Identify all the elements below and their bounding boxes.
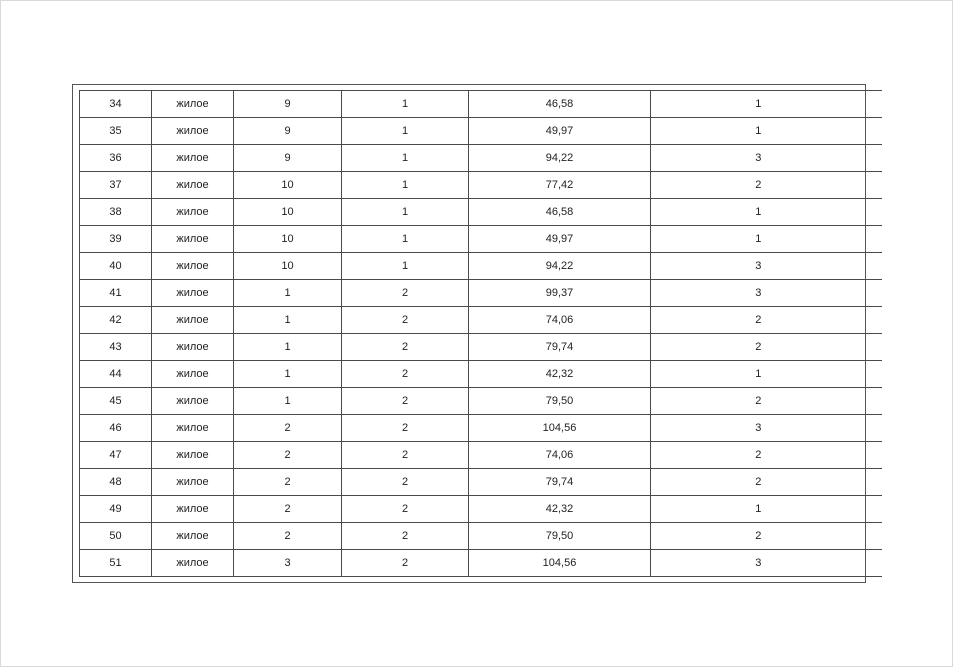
cell-number: 39 xyxy=(80,226,152,253)
cell-type: жилое xyxy=(152,496,234,523)
cell-rooms: 2 xyxy=(651,307,866,334)
cell-section: 1 xyxy=(342,253,469,280)
cell-number: 38 xyxy=(80,199,152,226)
cell-section: 2 xyxy=(342,469,469,496)
cell-type: жилое xyxy=(152,361,234,388)
cell-section: 2 xyxy=(342,415,469,442)
table-row xyxy=(80,91,882,118)
cell-overflow xyxy=(866,145,882,172)
cell-overflow xyxy=(866,388,882,415)
cell-floor: 2 xyxy=(234,442,342,469)
cell-type: жилое xyxy=(152,469,234,496)
table-row xyxy=(80,145,882,172)
cell-number: 35 xyxy=(80,118,152,145)
cell-rooms: 3 xyxy=(651,280,866,307)
table-row xyxy=(80,118,882,145)
cell-floor: 1 xyxy=(234,307,342,334)
table-row xyxy=(80,388,882,415)
cell-rooms: 1 xyxy=(651,496,866,523)
cell-section: 2 xyxy=(342,280,469,307)
cell-floor: 1 xyxy=(234,280,342,307)
cell-type: жилое xyxy=(152,415,234,442)
cell-rooms: 1 xyxy=(651,199,866,226)
cell-floor: 2 xyxy=(234,496,342,523)
cell-section: 2 xyxy=(342,442,469,469)
cell-overflow xyxy=(866,280,882,307)
cell-overflow xyxy=(866,523,882,550)
cell-number: 47 xyxy=(80,442,152,469)
table-row xyxy=(80,172,882,199)
cell-overflow xyxy=(866,361,882,388)
cell-floor: 3 xyxy=(234,550,342,577)
cell-area: 79,50 xyxy=(469,523,651,550)
cell-type: жилое xyxy=(152,388,234,415)
table-row xyxy=(80,280,882,307)
cell-number: 51 xyxy=(80,550,152,577)
cell-section: 1 xyxy=(342,172,469,199)
cell-section: 1 xyxy=(342,199,469,226)
cell-section: 2 xyxy=(342,334,469,361)
cell-number: 44 xyxy=(80,361,152,388)
cell-type: жилое xyxy=(152,226,234,253)
table-row xyxy=(80,361,882,388)
cell-number: 45 xyxy=(80,388,152,415)
cell-overflow xyxy=(866,415,882,442)
cell-floor: 2 xyxy=(234,415,342,442)
cell-floor: 1 xyxy=(234,388,342,415)
cell-rooms: 3 xyxy=(651,145,866,172)
table-row xyxy=(80,442,882,469)
cell-type: жилое xyxy=(152,91,234,118)
table-row xyxy=(80,307,882,334)
cell-area: 49,97 xyxy=(469,226,651,253)
table-row xyxy=(80,226,882,253)
cell-area: 94,22 xyxy=(469,145,651,172)
cell-overflow xyxy=(866,199,882,226)
cell-area: 42,32 xyxy=(469,496,651,523)
table-row xyxy=(80,415,882,442)
cell-section: 2 xyxy=(342,361,469,388)
cell-section: 2 xyxy=(342,550,469,577)
cell-floor: 9 xyxy=(234,118,342,145)
cell-section: 1 xyxy=(342,145,469,172)
cell-overflow xyxy=(866,307,882,334)
cell-area: 42,32 xyxy=(469,361,651,388)
cell-rooms: 3 xyxy=(651,550,866,577)
cell-floor: 1 xyxy=(234,361,342,388)
cell-overflow xyxy=(866,253,882,280)
table-row xyxy=(80,469,882,496)
cell-type: жилое xyxy=(152,442,234,469)
cell-overflow xyxy=(866,550,882,577)
cell-area: 104,56 xyxy=(469,415,651,442)
cell-floor: 1 xyxy=(234,334,342,361)
cell-overflow xyxy=(866,334,882,361)
table-row xyxy=(80,199,882,226)
cell-overflow xyxy=(866,172,882,199)
cell-area: 99,37 xyxy=(469,280,651,307)
cell-type: жилое xyxy=(152,334,234,361)
cell-number: 50 xyxy=(80,523,152,550)
cell-section: 1 xyxy=(342,91,469,118)
cell-rooms: 3 xyxy=(651,253,866,280)
cell-number: 46 xyxy=(80,415,152,442)
cell-number: 34 xyxy=(80,91,152,118)
table-body xyxy=(80,91,882,577)
cell-rooms: 2 xyxy=(651,469,866,496)
cell-number: 41 xyxy=(80,280,152,307)
cell-section: 2 xyxy=(342,307,469,334)
cell-number: 48 xyxy=(80,469,152,496)
cell-section: 1 xyxy=(342,118,469,145)
cell-rooms: 1 xyxy=(651,118,866,145)
apartment-table xyxy=(79,90,882,577)
cell-area: 49,97 xyxy=(469,118,651,145)
cell-rooms: 2 xyxy=(651,388,866,415)
cell-floor: 2 xyxy=(234,523,342,550)
table-row xyxy=(80,334,882,361)
cell-floor: 10 xyxy=(234,199,342,226)
cell-area: 79,50 xyxy=(469,388,651,415)
cell-area: 46,58 xyxy=(469,91,651,118)
cell-number: 36 xyxy=(80,145,152,172)
cell-type: жилое xyxy=(152,145,234,172)
cell-type: жилое xyxy=(152,118,234,145)
cell-type: жилое xyxy=(152,280,234,307)
cell-type: жилое xyxy=(152,307,234,334)
cell-floor: 10 xyxy=(234,172,342,199)
table-row xyxy=(80,253,882,280)
cell-rooms: 2 xyxy=(651,442,866,469)
cell-section: 1 xyxy=(342,226,469,253)
cell-rooms: 1 xyxy=(651,361,866,388)
cell-overflow xyxy=(866,118,882,145)
cell-number: 42 xyxy=(80,307,152,334)
cell-section: 2 xyxy=(342,496,469,523)
cell-rooms: 3 xyxy=(651,415,866,442)
cell-section: 2 xyxy=(342,523,469,550)
table-row xyxy=(80,496,882,523)
cell-area: 79,74 xyxy=(469,334,651,361)
cell-number: 49 xyxy=(80,496,152,523)
cell-area: 77,42 xyxy=(469,172,651,199)
cell-rooms: 1 xyxy=(651,91,866,118)
cell-rooms: 2 xyxy=(651,523,866,550)
cell-rooms: 2 xyxy=(651,172,866,199)
cell-section: 2 xyxy=(342,388,469,415)
cell-floor: 10 xyxy=(234,253,342,280)
cell-rooms: 2 xyxy=(651,334,866,361)
cell-floor: 9 xyxy=(234,145,342,172)
cell-area: 74,06 xyxy=(469,307,651,334)
cell-overflow xyxy=(866,469,882,496)
cell-type: жилое xyxy=(152,550,234,577)
cell-floor: 2 xyxy=(234,469,342,496)
table-row xyxy=(80,523,882,550)
cell-rooms: 1 xyxy=(651,226,866,253)
table-row xyxy=(80,550,882,577)
cell-overflow xyxy=(866,226,882,253)
cell-type: жилое xyxy=(152,523,234,550)
cell-area: 46,58 xyxy=(469,199,651,226)
cell-type: жилое xyxy=(152,253,234,280)
cell-number: 37 xyxy=(80,172,152,199)
cell-floor: 9 xyxy=(234,91,342,118)
cell-overflow xyxy=(866,91,882,118)
cell-overflow xyxy=(866,496,882,523)
cell-number: 43 xyxy=(80,334,152,361)
cell-number: 40 xyxy=(80,253,152,280)
cell-area: 74,06 xyxy=(469,442,651,469)
cell-type: жилое xyxy=(152,199,234,226)
cell-floor: 10 xyxy=(234,226,342,253)
cell-type: жилое xyxy=(152,172,234,199)
cell-area: 79,74 xyxy=(469,469,651,496)
cell-area: 104,56 xyxy=(469,550,651,577)
cell-area: 94,22 xyxy=(469,253,651,280)
cell-overflow xyxy=(866,442,882,469)
